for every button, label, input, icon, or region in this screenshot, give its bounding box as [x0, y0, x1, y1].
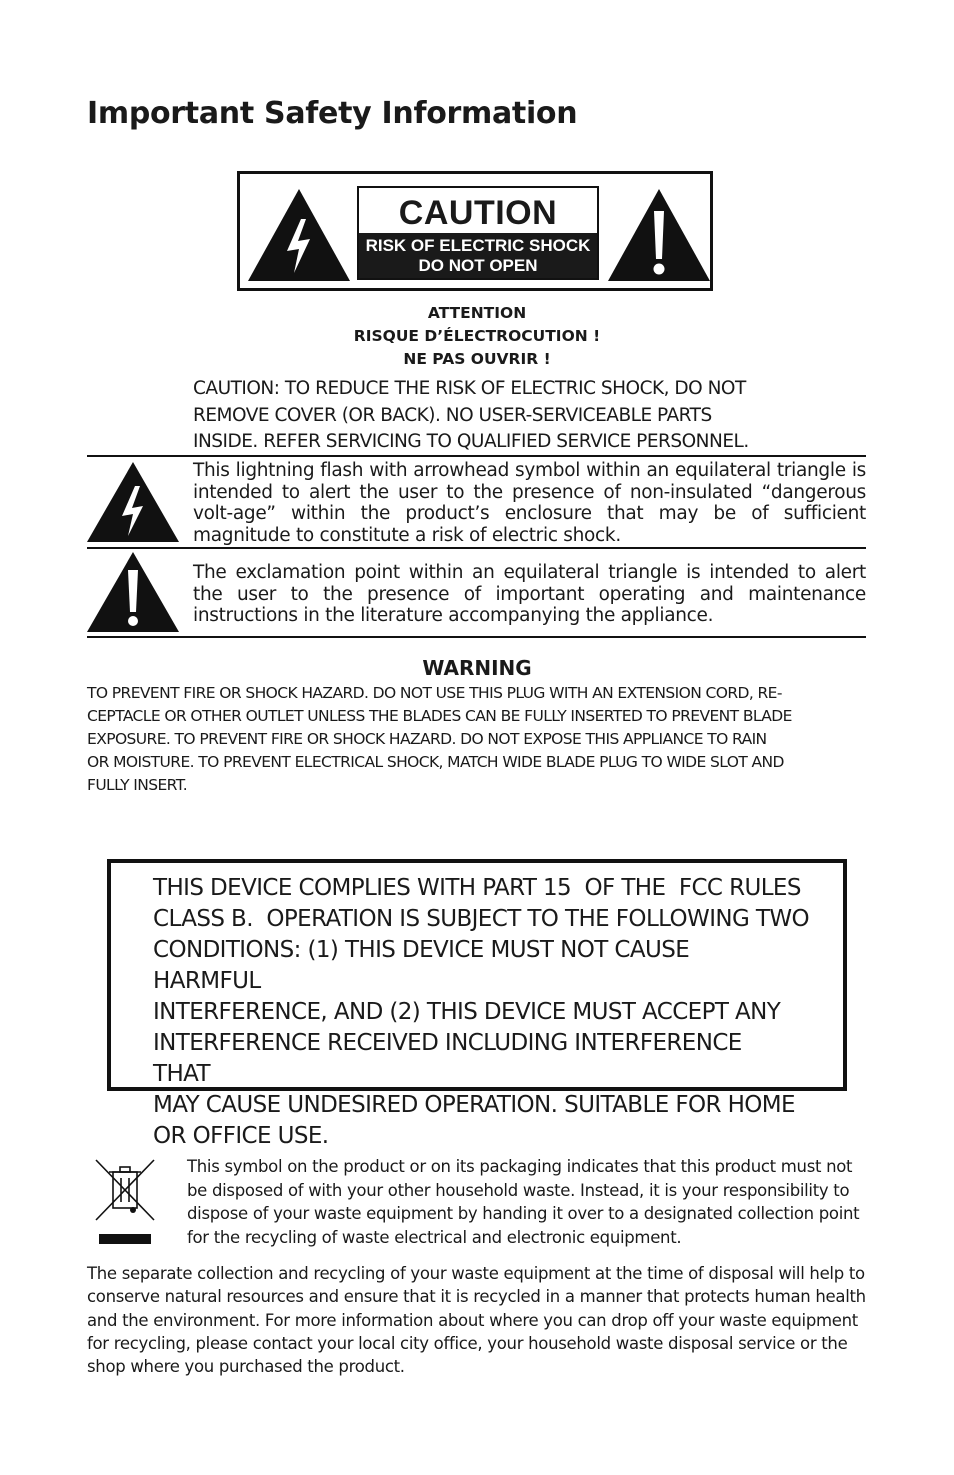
fcc-line-5: INTERFERENCE RECEIVED INCLUDING INTERFERENCE THAT: [153, 1030, 742, 1087]
recycling-paragraph: [87, 1262, 867, 1378]
caution-word: CAUTION: [398, 194, 558, 232]
caution-text: [193, 376, 833, 456]
recycling-line-4: for recycling, please contact your local city office, your household waste disposal service or the: [87, 1333, 848, 1353]
caution-panel: [357, 186, 599, 280]
lightning-triangle-icon: [248, 189, 350, 281]
recycling-line-5: shop where you purchased the product.: [87, 1357, 405, 1377]
recycling-line-3: and the environment. For more information about where you can drop off your waste equipment: [87, 1310, 858, 1330]
caution-text-line-2: REMOVE COVER (OR BACK). NO USER-SERVICEABLE PARTS: [193, 404, 712, 426]
warning-line-5: FULLY INSERT.: [87, 776, 188, 794]
divider-middle: [87, 547, 866, 549]
weee-description: [187, 1155, 867, 1249]
attention-line-2: RISQUE D’ÉLECTROCUTION !: [353, 327, 601, 345]
fcc-line-6: MAY CAUSE UNDESIRED OPERATION. SUITABLE FOR HOME: [153, 1092, 795, 1118]
fcc-line-7: OR OFFICE USE.: [153, 1123, 329, 1149]
caution-text-line-1: CAUTION: TO REDUCE THE RISK OF ELECTRIC SHOCK, DO NOT: [193, 378, 746, 399]
fcc-text: [153, 873, 810, 1152]
divider-top: [87, 455, 866, 457]
caution-line-2: DO NOT OPEN: [418, 256, 538, 275]
weee-line-4: for the recycling of waste electrical and electronic equipment.: [187, 1227, 682, 1247]
divider-bottom: [87, 636, 866, 638]
fcc-line-3: CONDITIONS: (1) THIS DEVICE MUST NOT CAUSE HARMFUL: [153, 937, 690, 994]
crossed-out-bin-icon: [93, 1158, 157, 1248]
exclamation-triangle-icon: [87, 552, 179, 632]
warning-line-3: EXPOSURE. TO PREVENT FIRE OR SHOCK HAZARD. DO NOT EXPOSE THIS APPLIANCE TO RAIN: [87, 730, 767, 748]
weee-line-1: This symbol on the product or on its packaging indicates that this product must not: [187, 1157, 853, 1176]
warning-heading: WARNING: [422, 656, 532, 680]
caution-label: [237, 171, 713, 291]
fcc-line-4: INTERFERENCE, AND (2) THIS DEVICE MUST ACCEPT ANY: [153, 999, 781, 1025]
page-title: Important Safety Information: [87, 96, 578, 131]
warning-line-4: OR MOISTURE. TO PREVENT ELECTRICAL SHOCK, MATCH WIDE BLADE PLUG TO WIDE SLOT AND: [87, 753, 784, 771]
caution-band: [359, 233, 597, 278]
lightning-symbol-description: This lightning flash with arrowhead symbol within an equilateral triangle is intended to alert the user to the presence of non-insulated “dangerous volt-age” within the product’s enclosure that may be of sufficient magnitude to constitute a risk of electric shock.: [193, 460, 866, 546]
caution-line-1: RISK OF ELECTRIC SHOCK: [365, 236, 591, 255]
exclamation-symbol-description: The exclamation point within an equilateral triangle is intended to alert the user to the presence of important operating and maintenance instructions in the literature accompanying the appliance.: [193, 562, 866, 626]
weee-line-2: be disposed of with your other household waste. Instead, it is your responsibility to: [187, 1180, 850, 1200]
exclamation-triangle-icon: [608, 189, 710, 281]
warning-line-2: CEPTACLE OR OTHER OUTLET UNLESS THE BLADES CAN BE FULLY INSERTED TO PREVENT BLADE: [87, 707, 792, 725]
fcc-line-2: CLASS B. OPERATION IS SUBJECT TO THE FOLLOWING TWO: [153, 906, 810, 932]
recycling-line-2: conserve natural resources and ensure that it is recycled in a manner that protects human health: [87, 1287, 866, 1307]
attention-line-1: ATTENTION: [427, 304, 527, 322]
fcc-compliance-box: [107, 859, 847, 1149]
lightning-triangle-icon: [87, 462, 179, 542]
recycling-line-1: The separate collection and recycling of your waste equipment at the time of disposal will help to: [87, 1264, 865, 1283]
fcc-line-1: THIS DEVICE COMPLIES WITH PART 15 OF THE FCC RULES: [153, 875, 801, 901]
weee-line-3: dispose of your waste equipment by handing it over to a designated collection point: [187, 1204, 860, 1223]
warning-line-1: TO PREVENT FIRE OR SHOCK HAZARD. DO NOT USE THIS PLUG WITH AN EXTENSION CORD, RE-: [87, 684, 782, 702]
warning-text: [87, 682, 867, 797]
attention-line-3: NE PAS OUVRIR !: [403, 350, 551, 368]
caution-text-line-3: INSIDE. REFER SERVICING TO QUALIFIED SERVICE PERSONNEL.: [193, 431, 749, 452]
